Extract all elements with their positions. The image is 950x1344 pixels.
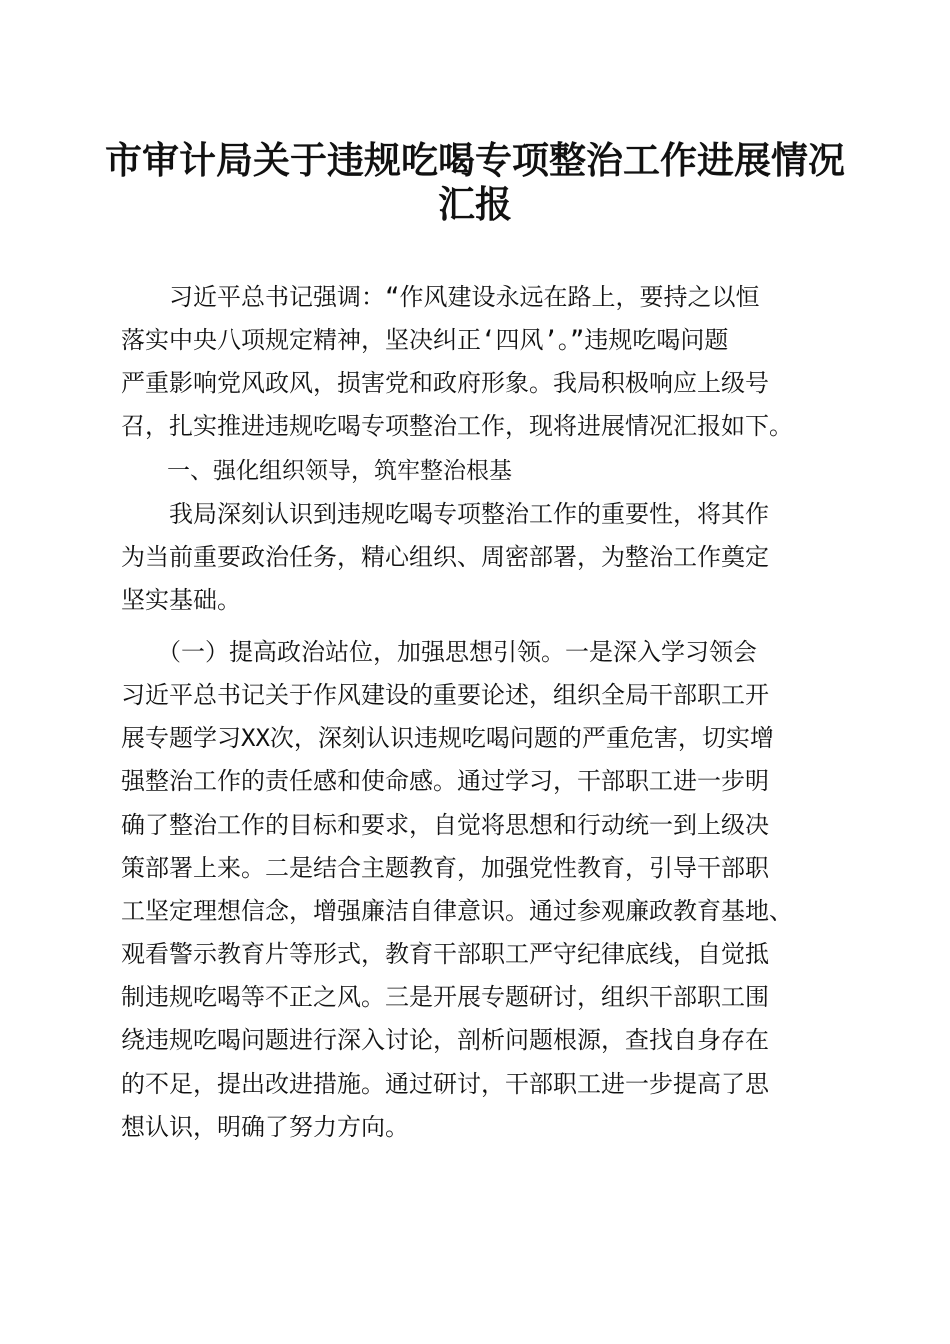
- section-heading: 一、强化组织领导，筑牢整治根基: [121, 458, 512, 484]
- body-line: 的不足，提出改进措施。通过研讨，干部职工进一步提高了思: [121, 1070, 769, 1098]
- body-line: （一）提高政治站位，加强思想引领。一是深入学习领会: [121, 638, 757, 666]
- body-line: 召，扎实推进违规吃喝专项整治工作，现将进展情况汇报如下。: [121, 412, 793, 440]
- body-line: 我局深刻认识到违规吃喝专项整治工作的重要性，将其作: [121, 500, 769, 528]
- body-line: 想认识，明确了努力方向。: [121, 1113, 409, 1141]
- body-line: 工坚定理想信念，增强廉洁自律意识。通过参观廉政教育基地、: [121, 897, 793, 925]
- body-line: 习近平总书记关于作风建设的重要论述，组织全局干部职工开: [121, 681, 769, 709]
- body-line: 观看警示教育片等形式，教育干部职工严守纪律底线，自觉抵: [121, 940, 769, 968]
- body-line: 确了整治工作的目标和要求，自觉将思想和行动统一到上级决: [121, 811, 769, 839]
- body-line: 制违规吃喝等不正之风。三是开展专题研讨，组织干部职工围: [121, 983, 769, 1011]
- document-title-line-2: 汇报: [438, 182, 512, 226]
- body-line: 绕违规吃喝问题进行深入讨论，剖析问题根源，查找自身存在: [121, 1026, 769, 1054]
- body-line: 坚实基础。: [121, 586, 241, 614]
- body-line: 展专题学习XX次，深刻认识违规吃喝问题的严重危害，切实增: [121, 724, 774, 752]
- body-line: 习近平总书记强调：“作风建设永远在路上，要持之以恒: [121, 283, 760, 311]
- document-title-line-1: 市审计局关于违规吃喝专项整治工作进展情况: [105, 138, 845, 182]
- body-line: 策部署上来。二是结合主题教育，加强党性教育，引导干部职: [121, 854, 769, 882]
- body-line: 强整治工作的责任感和使命感。通过学习，干部职工进一步明: [121, 767, 769, 795]
- body-line: 严重影响党风政风，损害党和政府形象。我局积极响应上级号: [121, 369, 769, 397]
- body-line: 为当前重要政治任务，精心组织、周密部署，为整治工作奠定: [121, 543, 769, 571]
- body-line: 落实中央八项规定精神，坚决纠正‘四风’。”违规吃喝问题: [121, 326, 729, 354]
